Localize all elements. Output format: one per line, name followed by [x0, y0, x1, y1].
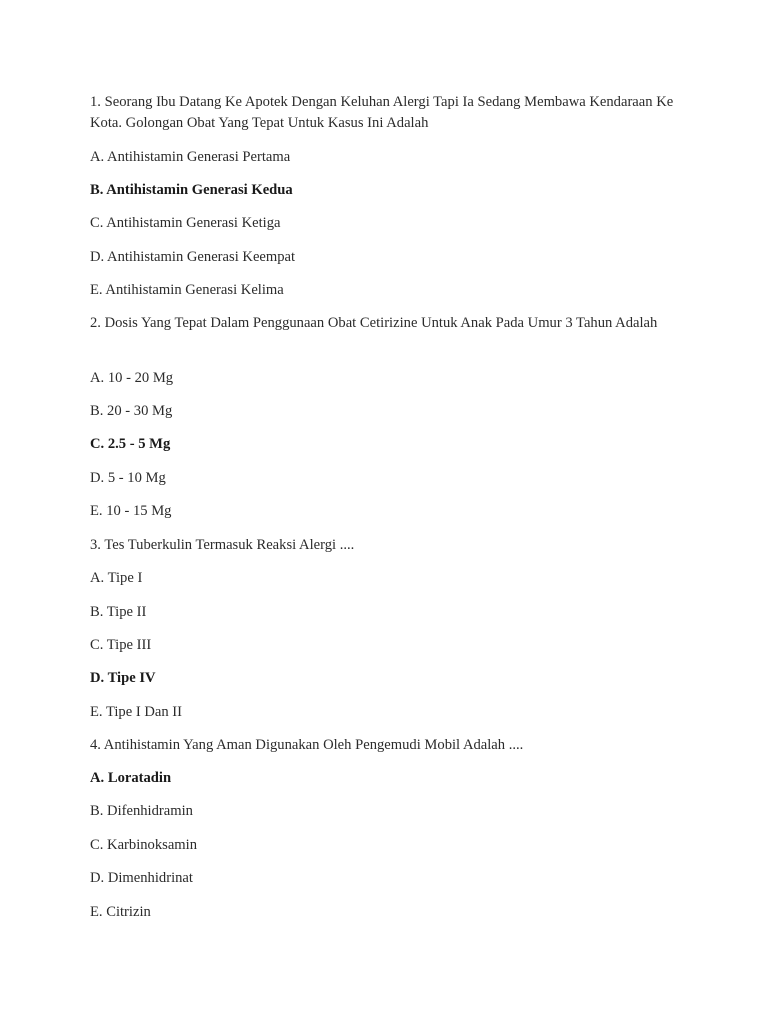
question-1-option-d: D. Antihistamin Generasi Keempat — [90, 249, 296, 265]
question-4-option-a-correct: A. Loratadin — [90, 770, 172, 786]
question-4-option-c: C. Karbinoksamin — [90, 837, 198, 853]
question-2-option-a: A. 10 - 20 Mg — [90, 370, 174, 386]
question-2-option-c-correct: C. 2.5 - 5 Mg — [90, 436, 171, 452]
question-1-text: 1. Seorang Ibu Datang Ke Apotek Dengan Keluhan Alergi Tapi Ia Sedang Membawa Kendaraan Ke Kota. Golongan Obat Yang Tepat Untuk Kasus Ini Adalah — [90, 94, 674, 131]
question-4-option-d: D. Dimenhidrinat — [90, 870, 193, 886]
question-2-option-b: B. 20 - 30 Mg — [90, 403, 173, 419]
question-3-option-b: B. Tipe II — [90, 604, 147, 620]
question-3-text: 3. Tes Tuberkulin Termasuk Reaksi Alergi .... — [90, 537, 355, 553]
question-3-option-c: C. Tipe III — [90, 637, 152, 653]
question-2-option-e: E. 10 - 15 Mg — [90, 503, 172, 519]
question-3-option-a: A. Tipe I — [90, 570, 143, 586]
question-1-option-a: A. Antihistamin Generasi Pertama — [90, 149, 291, 165]
question-3-option-e: E. Tipe I Dan II — [90, 704, 183, 720]
question-1-option-c: C. Antihistamin Generasi Ketiga — [90, 215, 281, 231]
question-4-option-e: E. Citrizin — [90, 904, 151, 920]
question-4-text: 4. Antihistamin Yang Aman Digunakan Oleh Pengemudi Mobil Adalah .... — [90, 737, 524, 753]
question-2-option-d: D. 5 - 10 Mg — [90, 470, 166, 486]
question-4-option-b: B. Difenhidramin — [90, 803, 193, 819]
question-1-option-b-correct: B. Antihistamin Generasi Kedua — [90, 182, 293, 198]
question-3-option-d-correct: D. Tipe IV — [90, 670, 156, 686]
question-1-option-e: E. Antihistamin Generasi Kelima — [90, 282, 284, 298]
question-2-text: 2. Dosis Yang Tepat Dalam Penggunaan Obat Cetirizine Untuk Anak Pada Umur 3 Tahun Adalah — [90, 315, 658, 331]
